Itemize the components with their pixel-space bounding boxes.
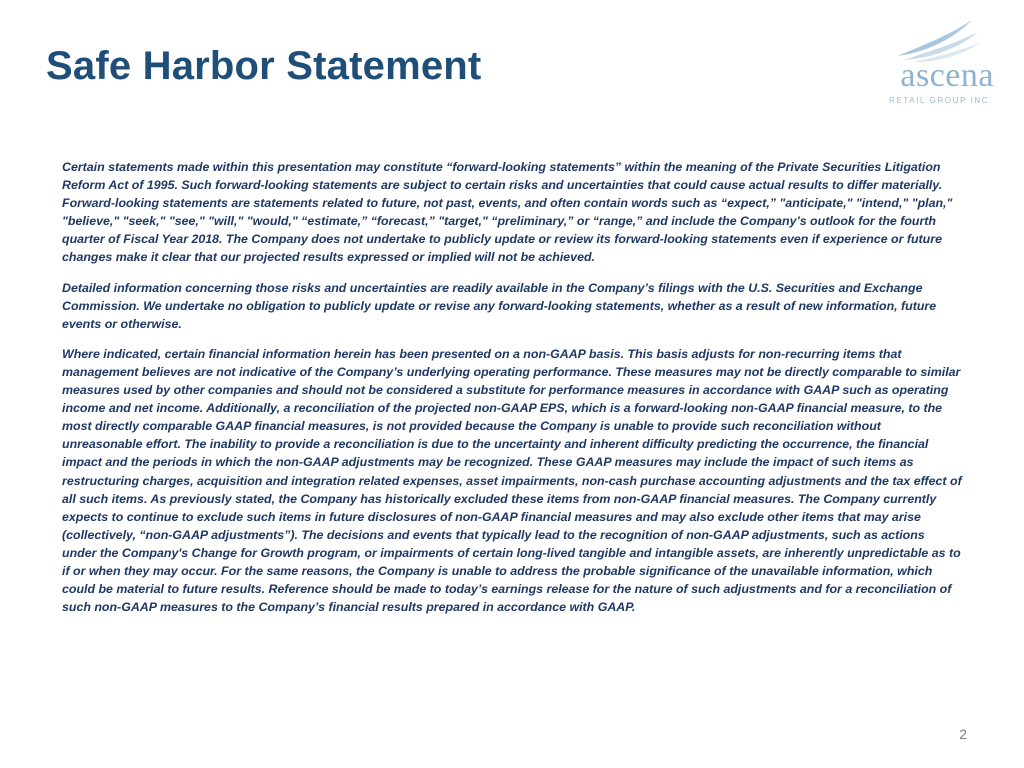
safe-harbor-body xyxy=(62,158,962,628)
slide-title: Safe Harbor Statement xyxy=(46,44,482,88)
paragraph-forward-looking: Certain statements made within this presentation may constitute “forward-looking statements” within the meaning of the Private Securities Litigation Reform Act of 1995. Such forward-looking statements are subject to certain risks and uncertainties that could cause actual results to differ materially. Forward-looking statements are statements related to future, not past, events, and often contain words such as “expect,” "anticipate," "intend," "plan," "believe," "seek," "see," "will," "would," “estimate,” “forecast,” "target," “preliminary,” or “range,” and include the Company’s outlook for the fourth quarter of Fiscal Year 2018. The Company does not undertake to publicly update or review its forward-looking statements even if experience or future changes make it clear that our projected results expressed or implied will not be achieved. xyxy=(62,160,953,265)
page-number: 2 xyxy=(959,726,967,742)
logo-wordmark: ascena xyxy=(900,57,994,94)
logo-tagline: RETAIL GROUP INC. xyxy=(889,96,993,105)
paragraph-non-gaap: Where indicated, certain financial information herein has been presented on a non-GAAP basis. This basis adjusts for non-recurring items that management believes are not indicative of the Company’s underlying operating performance. These measures may not be directly comparable to similar measures used by other companies and should not be considered a substitute for performance measures in accordance with GAAP such as operating income and net income. Additionally, a reconciliation of the projected non-GAAP EPS, which is a forward-looking non-GAAP financial measure, to the most directly comparable GAAP financial measures, is not provided because the Company is unable to provide such reconciliation without unreasonable effort. The inability to provide a reconciliation is due to the uncertainty and inherent difficulty predicting the occurrence, the financial impact and the periods in which the non-GAAP adjustments may be recognized. These GAAP measures may include the impact of such items as restructuring charges, acquisition and integration related expenses, asset impairments, non-cash purchase accounting adjustments and the tax effect of all such items. As previously stated, the Company has historically excluded these items from non-GAAP financial measures. The Company currently expects to continue to exclude such items in future disclosures of non-GAAP financial measures and may also exclude other items that may arise (collectively, “non-GAAP adjustments”). The decisions and events that typically lead to the recognition of non-GAAP adjustments, such as actions under the Company's Change for Growth program, or impairments of certain long-lived tangible and intangible assets, are inherently unpredictable as to if or when they may occur. For the same reasons, the Company is unable to address the probable significance of the unavailable information, which could be material to future results. Reference should be made to today’s earnings release for the nature of such adjustments and for a reconciliation of such non-GAAP measures to the Company’s financial results prepared in accordance with GAAP. xyxy=(62,346,962,615)
company-logo xyxy=(876,14,996,104)
paragraph-risk-information: Detailed information concerning those risks and uncertainties are readily available in the Company’s filings with the U.S. Securities and Exchange Commission. We undertake no obligation to publicly update or revise any forward-looking statements, whether as a result of new information, future events or otherwise. xyxy=(62,280,937,331)
